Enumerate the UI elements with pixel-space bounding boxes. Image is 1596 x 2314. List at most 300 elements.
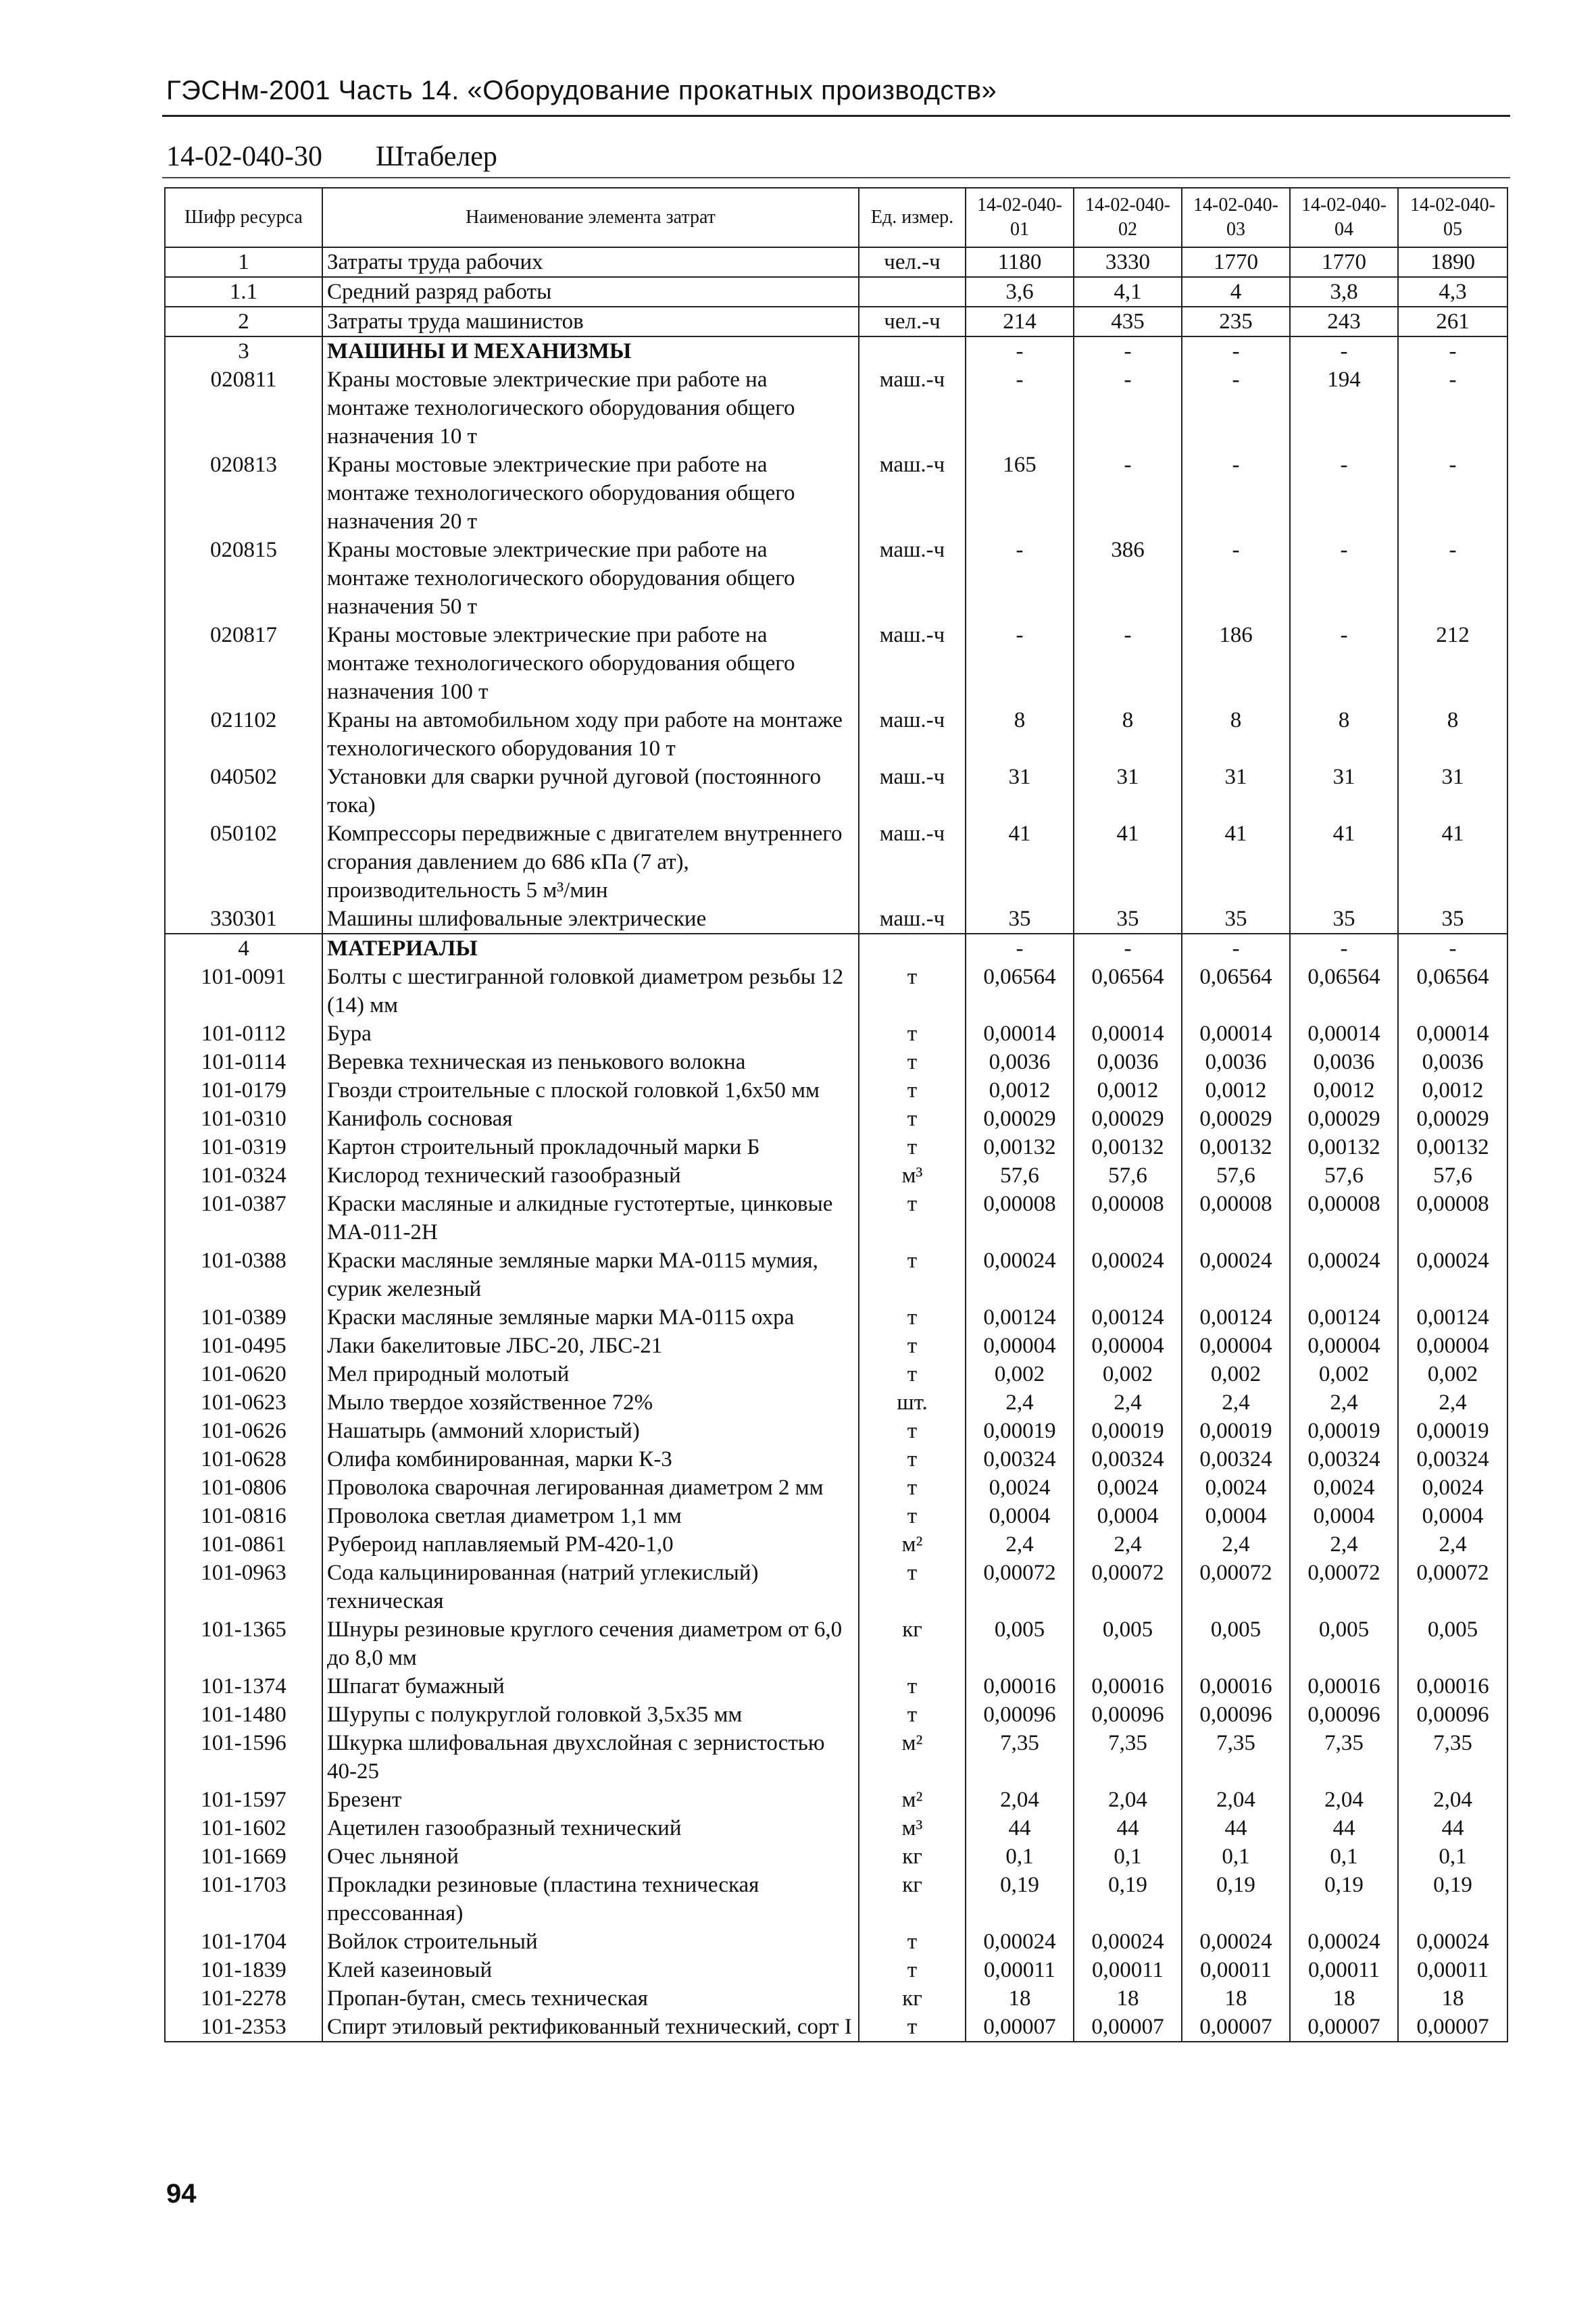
resource-code: 101-0112 — [165, 1020, 322, 1048]
resource-value: 0,00016 — [1074, 1672, 1182, 1701]
resource-value: 0,0036 — [1074, 1048, 1182, 1076]
resource-value: 41 — [1074, 820, 1182, 905]
resource-value: 0,00007 — [1398, 2013, 1507, 2042]
resource-code: 050102 — [165, 820, 322, 905]
resource-code: 1.1 — [165, 277, 322, 307]
resource-value: 0,0024 — [1182, 1474, 1290, 1502]
table-row — [165, 905, 1507, 934]
resource-unit: маш.-ч — [859, 366, 966, 451]
resource-value: 44 — [1290, 1814, 1398, 1842]
table-row — [165, 451, 1507, 536]
resource-code: 4 — [165, 934, 322, 963]
resource-value: 0,00124 — [1290, 1303, 1398, 1332]
resource-value: 194 — [1290, 366, 1398, 451]
table-row — [165, 307, 1507, 336]
resource-code: 101-1365 — [165, 1615, 322, 1672]
resource-value: 0,005 — [1182, 1615, 1290, 1672]
resource-unit: маш.-ч — [859, 536, 966, 621]
resource-value: 0,06564 — [1074, 963, 1182, 1020]
resource-name: Шпагат бумажный — [322, 1672, 859, 1701]
table-body — [165, 247, 1507, 2042]
resource-value: 0,0024 — [1290, 1474, 1398, 1502]
resource-value: 0,002 — [1290, 1360, 1398, 1388]
resource-value: 0,19 — [1398, 1871, 1507, 1928]
resource-name: Машины шлифовальные электрические — [322, 905, 859, 934]
resource-name: Очес льняной — [322, 1842, 859, 1871]
resource-value: - — [1182, 451, 1290, 536]
resource-value: 186 — [1182, 621, 1290, 706]
resource-value: 0,19 — [1182, 1871, 1290, 1928]
resource-code: 101-1602 — [165, 1814, 322, 1842]
resource-value: 0,005 — [1074, 1615, 1182, 1672]
resource-value: - — [966, 366, 1074, 451]
resource-value: 57,6 — [1074, 1161, 1182, 1190]
table-row — [165, 1786, 1507, 1814]
resource-value: 41 — [1398, 820, 1507, 905]
resource-value: 0,0012 — [1182, 1076, 1290, 1105]
resource-value: 35 — [1290, 905, 1398, 934]
header-name: Наименование элемента затрат — [322, 188, 859, 247]
resource-value: - — [1398, 336, 1507, 366]
resource-value: 0,00011 — [966, 1956, 1074, 1984]
resource-value: 0,00029 — [1074, 1105, 1182, 1133]
resource-value: 0,00024 — [1074, 1247, 1182, 1303]
resource-unit: т — [859, 963, 966, 1020]
resource-value: 243 — [1290, 307, 1398, 336]
resource-value: 0,00011 — [1074, 1956, 1182, 1984]
resource-value: 0,00132 — [1398, 1133, 1507, 1161]
table-row — [165, 1701, 1507, 1729]
resource-name: Шкурка шлифовальная двухслойная с зернистостью 40-25 — [322, 1729, 859, 1786]
resource-name: Проволока сварочная легированная диаметром 2 мм — [322, 1474, 859, 1502]
resource-value: 0,0024 — [1398, 1474, 1507, 1502]
resource-value: - — [1290, 621, 1398, 706]
resource-code: 101-0387 — [165, 1190, 322, 1247]
resource-value: 0,0004 — [1398, 1502, 1507, 1530]
resource-code: 101-1704 — [165, 1928, 322, 1956]
resource-value: 2,4 — [1290, 1388, 1398, 1417]
resource-value: 0,00007 — [966, 2013, 1074, 2042]
resource-value: 0,00011 — [1182, 1956, 1290, 1984]
resource-name: Гвозди строительные с плоской головкой 1,6х50 мм — [322, 1076, 859, 1105]
resource-unit: маш.-ч — [859, 763, 966, 820]
resource-value: 0,00024 — [1074, 1928, 1182, 1956]
resource-value: - — [1398, 366, 1507, 451]
resource-value: 0,00072 — [1398, 1559, 1507, 1615]
resource-name: Сода кальцинированная (натрий углекислый) техническая — [322, 1559, 859, 1615]
table-row — [165, 1020, 1507, 1048]
resource-value: 0,06564 — [1398, 963, 1507, 1020]
resource-value: 2,4 — [1398, 1530, 1507, 1559]
page-header: ГЭСНм-2001 Часть 14. «Оборудование прокатных производств» — [166, 76, 997, 105]
table-row — [165, 763, 1507, 820]
resource-unit: т — [859, 1247, 966, 1303]
table-row — [165, 247, 1507, 277]
resource-code: 101-0963 — [165, 1559, 322, 1615]
resource-unit — [859, 934, 966, 963]
resource-value: 165 — [966, 451, 1074, 536]
resource-unit: т — [859, 1133, 966, 1161]
resource-value: 0,00096 — [966, 1701, 1074, 1729]
resource-value: 35 — [966, 905, 1074, 934]
resource-name: Олифа комбинированная, марки К-3 — [322, 1445, 859, 1474]
table-row — [165, 1133, 1507, 1161]
resource-unit: т — [859, 1048, 966, 1076]
resource-value: 2,4 — [1074, 1530, 1182, 1559]
resource-value: 0,00324 — [1290, 1445, 1398, 1474]
resource-value: 0,00016 — [1398, 1672, 1507, 1701]
resource-value: 31 — [1074, 763, 1182, 820]
table-row — [165, 1672, 1507, 1701]
resource-value: 0,002 — [966, 1360, 1074, 1388]
resource-unit: т — [859, 1956, 966, 1984]
resource-value: 41 — [1290, 820, 1398, 905]
resource-value: 3,6 — [966, 277, 1074, 307]
resource-value: 0,00004 — [1182, 1332, 1290, 1360]
resource-code: 020817 — [165, 621, 322, 706]
resource-value: 2,4 — [966, 1388, 1074, 1417]
resource-name: Лаки бакелитовые ЛБС-20, ЛБС-21 — [322, 1332, 859, 1360]
resource-value: 0,00004 — [1290, 1332, 1398, 1360]
resource-value: 0,00132 — [1182, 1133, 1290, 1161]
resource-value: - — [1290, 536, 1398, 621]
table-row — [165, 1445, 1507, 1474]
table-row — [165, 963, 1507, 1020]
resource-value: 0,00324 — [1182, 1445, 1290, 1474]
resource-code: 040502 — [165, 763, 322, 820]
resource-unit: т — [859, 1672, 966, 1701]
resource-value: 4,3 — [1398, 277, 1507, 307]
resource-value: 0,00029 — [1398, 1105, 1507, 1133]
header-col4: 14-02-040-04 — [1290, 188, 1398, 247]
resource-value: 0,0004 — [1074, 1502, 1182, 1530]
resource-value: 0,002 — [1074, 1360, 1182, 1388]
resource-unit: маш.-ч — [859, 820, 966, 905]
resource-value: 2,04 — [1290, 1786, 1398, 1814]
resource-value: 1770 — [1290, 247, 1398, 277]
resource-value: 0,1 — [1290, 1842, 1398, 1871]
resource-name: Кислород технический газообразный — [322, 1161, 859, 1190]
resource-value: 0,00014 — [966, 1020, 1074, 1048]
table-row — [165, 1729, 1507, 1786]
resource-value: 0,00024 — [1398, 1247, 1507, 1303]
resource-name: Краны мостовые электрические при работе на монтаже технологического оборудования общего назначения 20 т — [322, 451, 859, 536]
resource-value: 0,19 — [1074, 1871, 1182, 1928]
table-header-row — [165, 188, 1507, 247]
resource-value: 0,002 — [1182, 1360, 1290, 1388]
header-col5: 14-02-040-05 — [1398, 188, 1507, 247]
resource-value: 0,19 — [966, 1871, 1074, 1928]
header-col1: 14-02-040-01 — [966, 188, 1074, 247]
header-rule — [162, 115, 1510, 117]
resource-code: 101-0495 — [165, 1332, 322, 1360]
resource-value: 8 — [1074, 706, 1182, 763]
table-row — [165, 1842, 1507, 1871]
resource-name: Краски масляные земляные марки МА-0115 охра — [322, 1303, 859, 1332]
resource-value: 1180 — [966, 247, 1074, 277]
resource-name: Болты с шестигранной головкой диаметром резьбы 12 (14) мм — [322, 963, 859, 1020]
resource-code: 330301 — [165, 905, 322, 934]
resource-code: 020815 — [165, 536, 322, 621]
resource-name: Мел природный молотый — [322, 1360, 859, 1388]
table-row — [165, 1417, 1507, 1445]
table-row — [165, 1871, 1507, 1928]
resource-name: Затраты труда рабочих — [322, 247, 859, 277]
resource-name: Бура — [322, 1020, 859, 1048]
resource-unit: маш.-ч — [859, 451, 966, 536]
table-row — [165, 1190, 1507, 1247]
resource-value: 0,0012 — [1290, 1076, 1398, 1105]
resource-value: 0,005 — [1290, 1615, 1398, 1672]
resource-name: Канифоль сосновая — [322, 1105, 859, 1133]
resource-name: Прокладки резиновые (пластина техническая прессованная) — [322, 1871, 859, 1928]
resource-value: 0,00124 — [966, 1303, 1074, 1332]
resource-value: 8 — [1398, 706, 1507, 763]
resource-value: 0,00007 — [1182, 2013, 1290, 2042]
resource-value: 212 — [1398, 621, 1507, 706]
resource-value: - — [1074, 934, 1182, 963]
header-code: Шифр ресурса — [165, 188, 322, 247]
resource-value: 0,0004 — [1182, 1502, 1290, 1530]
resource-value: 0,06564 — [966, 963, 1074, 1020]
table-row — [165, 1048, 1507, 1076]
resource-unit: т — [859, 1303, 966, 1332]
resource-code: 101-0388 — [165, 1247, 322, 1303]
resource-name: Веревка техническая из пенькового волокна — [322, 1048, 859, 1076]
resource-value: 0,00029 — [1182, 1105, 1290, 1133]
table-row — [165, 621, 1507, 706]
resource-value: 0,06564 — [1182, 963, 1290, 1020]
resource-value: 8 — [966, 706, 1074, 763]
resource-code: 101-0324 — [165, 1161, 322, 1190]
resource-value: 0,00324 — [1074, 1445, 1182, 1474]
resource-value: 0,06564 — [1290, 963, 1398, 1020]
resource-name: Войлок строительный — [322, 1928, 859, 1956]
resource-code: 101-1669 — [165, 1842, 322, 1871]
resource-value: 0,00014 — [1398, 1020, 1507, 1048]
resource-name: Краны мостовые электрические при работе на монтаже технологического оборудования общего назначения 10 т — [322, 366, 859, 451]
table-row — [165, 1105, 1507, 1133]
resource-value: 214 — [966, 307, 1074, 336]
resource-value: 7,35 — [1290, 1729, 1398, 1786]
resource-code: 101-0389 — [165, 1303, 322, 1332]
table-row — [165, 1615, 1507, 1672]
resource-name: Нашатырь (аммоний хлористый) — [322, 1417, 859, 1445]
resource-value: 0,00132 — [1290, 1133, 1398, 1161]
table-row — [165, 1530, 1507, 1559]
resource-unit: кг — [859, 1871, 966, 1928]
resource-value: 44 — [1182, 1814, 1290, 1842]
resource-unit: маш.-ч — [859, 621, 966, 706]
resource-value: 0,00014 — [1074, 1020, 1182, 1048]
resource-name: Краны на автомобильном ходу при работе на монтаже технологического оборудования 10 т — [322, 706, 859, 763]
resource-code: 020811 — [165, 366, 322, 451]
resource-value: - — [966, 621, 1074, 706]
resource-unit: т — [859, 1417, 966, 1445]
resource-name: МАТЕРИАЛЫ — [322, 934, 859, 963]
resource-value: 2,04 — [966, 1786, 1074, 1814]
resource-value: 18 — [1398, 1984, 1507, 2013]
resource-value: 57,6 — [1182, 1161, 1290, 1190]
resource-value: 0,0012 — [1398, 1076, 1507, 1105]
section-code: 14-02-040-30 — [166, 141, 322, 172]
table-row — [165, 820, 1507, 905]
resource-value: 0,00029 — [1290, 1105, 1398, 1133]
resource-value: - — [1398, 451, 1507, 536]
table-row — [165, 277, 1507, 307]
resource-value: 41 — [1182, 820, 1290, 905]
resource-value: 0,00011 — [1398, 1956, 1507, 1984]
resource-value: 0,00016 — [1182, 1672, 1290, 1701]
resource-name: Ацетилен газообразный технический — [322, 1814, 859, 1842]
resource-name: Краны мостовые электрические при работе на монтаже технологического оборудования общего назначения 50 т — [322, 536, 859, 621]
table-row — [165, 1360, 1507, 1388]
table-row — [165, 1388, 1507, 1417]
resource-value: - — [1074, 366, 1182, 451]
resource-value: 0,0004 — [1290, 1502, 1398, 1530]
resource-unit: кг — [859, 1615, 966, 1672]
resource-value: 0,00124 — [1398, 1303, 1507, 1332]
resource-value: 0,00019 — [1398, 1417, 1507, 1445]
resource-value: 2,4 — [1290, 1530, 1398, 1559]
resource-code: 101-1703 — [165, 1871, 322, 1928]
table-row — [165, 934, 1507, 963]
resource-value: 0,1 — [1182, 1842, 1290, 1871]
resource-value: 0,00004 — [1074, 1332, 1182, 1360]
section-title: Штабелер — [376, 141, 497, 172]
resource-name: Затраты труда машинистов — [322, 307, 859, 336]
resource-value: 7,35 — [966, 1729, 1074, 1786]
resource-name: Рубероид наплавляемый РМ-420-1,0 — [322, 1530, 859, 1559]
resource-value: 2,04 — [1074, 1786, 1182, 1814]
resource-value: 0,00019 — [1074, 1417, 1182, 1445]
resource-value: 7,35 — [1074, 1729, 1182, 1786]
table-row — [165, 1247, 1507, 1303]
resource-value: - — [966, 934, 1074, 963]
resource-value: 0,0036 — [966, 1048, 1074, 1076]
resource-unit: т — [859, 1701, 966, 1729]
resource-value: 435 — [1074, 307, 1182, 336]
resource-value: 0,00019 — [1182, 1417, 1290, 1445]
resource-value: 0,00024 — [1182, 1247, 1290, 1303]
table-row — [165, 1076, 1507, 1105]
resource-value: 0,00072 — [1074, 1559, 1182, 1615]
resource-value: 0,00024 — [1290, 1928, 1398, 1956]
resource-value: 41 — [966, 820, 1074, 905]
resource-unit: т — [859, 1474, 966, 1502]
resource-name: Проволока светлая диаметром 1,1 мм — [322, 1502, 859, 1530]
resource-value: - — [966, 536, 1074, 621]
resource-name: Краски масляные земляные марки МА-0115 мумия, сурик железный — [322, 1247, 859, 1303]
resource-code: 101-0628 — [165, 1445, 322, 1474]
resource-unit: м² — [859, 1729, 966, 1786]
page-number: 94 — [166, 2179, 197, 2209]
resource-value: 0,00072 — [1182, 1559, 1290, 1615]
resource-unit: т — [859, 1076, 966, 1105]
resource-value: 0,0012 — [966, 1076, 1074, 1105]
resource-value: - — [1182, 536, 1290, 621]
resource-value: 7,35 — [1398, 1729, 1507, 1786]
resource-value: 2,4 — [1074, 1388, 1182, 1417]
header-col3: 14-02-040-03 — [1182, 188, 1290, 247]
resource-value: 0,00008 — [1074, 1190, 1182, 1247]
resource-value: 235 — [1182, 307, 1290, 336]
resource-value: 1770 — [1182, 247, 1290, 277]
resource-code: 021102 — [165, 706, 322, 763]
resource-name: Краски масляные и алкидные густотертые, цинковые МА-011-2Н — [322, 1190, 859, 1247]
resource-code: 101-0114 — [165, 1048, 322, 1076]
resource-unit: маш.-ч — [859, 706, 966, 763]
resource-value: 18 — [1182, 1984, 1290, 2013]
resource-name: Картон строительный прокладочный марки Б — [322, 1133, 859, 1161]
resource-value: 0,005 — [966, 1615, 1074, 1672]
resource-value: 0,005 — [1398, 1615, 1507, 1672]
resource-value: - — [1182, 336, 1290, 366]
resource-code: 101-0310 — [165, 1105, 322, 1133]
resource-unit: чел.-ч — [859, 247, 966, 277]
resource-value: 0,0036 — [1290, 1048, 1398, 1076]
resource-value: 8 — [1290, 706, 1398, 763]
resource-value: 57,6 — [966, 1161, 1074, 1190]
resource-value: - — [1182, 366, 1290, 451]
resource-name: Средний разряд работы — [322, 277, 859, 307]
resource-code: 101-1374 — [165, 1672, 322, 1701]
resource-name: Шнуры резиновые круглого сечения диаметром от 6,0 до 8,0 мм — [322, 1615, 859, 1672]
resource-value: 44 — [1398, 1814, 1507, 1842]
resource-value: 0,00008 — [1398, 1190, 1507, 1247]
resource-value: 31 — [966, 763, 1074, 820]
resource-code: 101-0861 — [165, 1530, 322, 1559]
table-row — [165, 1303, 1507, 1332]
resource-unit — [859, 277, 966, 307]
resource-value: 0,00132 — [1074, 1133, 1182, 1161]
resource-value: 0,0024 — [1074, 1474, 1182, 1502]
resource-unit: т — [859, 1105, 966, 1133]
resource-code: 101-0620 — [165, 1360, 322, 1388]
resource-code: 101-0816 — [165, 1502, 322, 1530]
resource-code: 1 — [165, 247, 322, 277]
resource-value: - — [1290, 451, 1398, 536]
table-row — [165, 1502, 1507, 1530]
resource-value: 0,00016 — [966, 1672, 1074, 1701]
resource-value: 0,00004 — [966, 1332, 1074, 1360]
resource-value: 0,00011 — [1290, 1956, 1398, 1984]
resource-value: 1890 — [1398, 247, 1507, 277]
resource-value: 0,00096 — [1290, 1701, 1398, 1729]
resource-unit: т — [859, 1928, 966, 1956]
resource-value: 2,04 — [1398, 1786, 1507, 1814]
resource-value: 0,00124 — [1182, 1303, 1290, 1332]
resource-value: 0,00019 — [1290, 1417, 1398, 1445]
resource-value: 3330 — [1074, 247, 1182, 277]
resource-value: 35 — [1074, 905, 1182, 934]
table-row — [165, 1474, 1507, 1502]
resource-value: 0,00024 — [1290, 1247, 1398, 1303]
resource-value: 0,00008 — [1290, 1190, 1398, 1247]
resource-value: 0,1 — [1074, 1842, 1182, 1871]
resource-value: - — [1074, 336, 1182, 366]
resource-unit: кг — [859, 1842, 966, 1871]
resource-unit: т — [859, 1332, 966, 1360]
resource-value: 4,1 — [1074, 277, 1182, 307]
resource-value: 3,8 — [1290, 277, 1398, 307]
resource-value: 0,00007 — [1074, 2013, 1182, 2042]
resource-name: Клей казеиновый — [322, 1956, 859, 1984]
resource-code: 101-2353 — [165, 2013, 322, 2042]
table-row — [165, 706, 1507, 763]
table-row — [165, 366, 1507, 451]
resource-value: 0,00072 — [966, 1559, 1074, 1615]
